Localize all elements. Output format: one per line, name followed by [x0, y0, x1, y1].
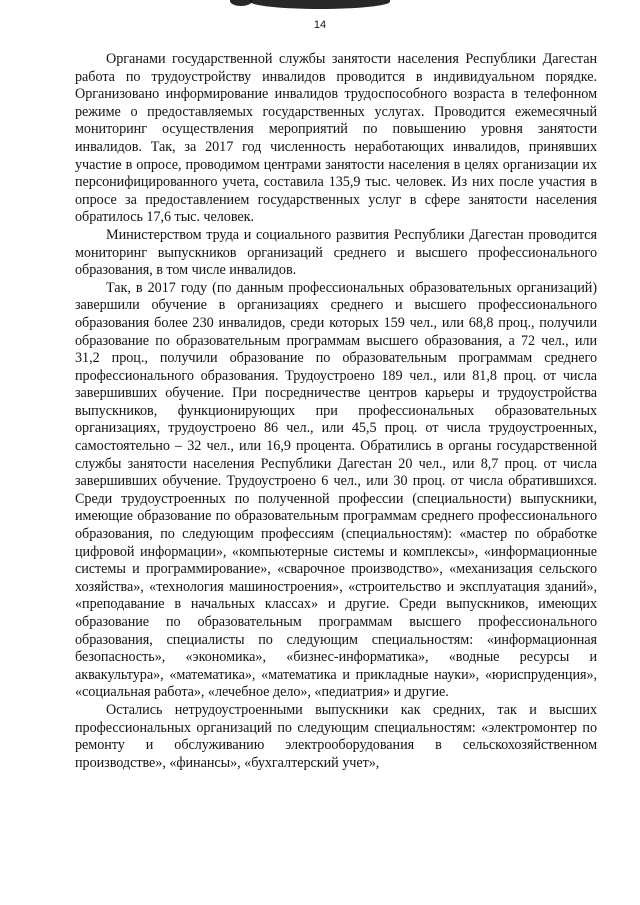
scan-artifact: [250, 0, 390, 9]
scan-artifact: [230, 0, 252, 6]
document-body: [75, 51, 597, 772]
paragraph: Министерством труда и социального развития Республики Дагестан проводится мониторинг выпускников организаций среднего и высшего профессионального образования, в том числе инвалидов.: [75, 226, 597, 279]
paragraph: Органами государственной службы занятости населения Республики Дагестан работа по трудоустройству инвалидов проводится в индивидуальном порядке. Организовано информирование инвалидов трудоспособного возраста в телефонном режиме о предоставляемых государственных услугах. Проводится ежемесячный мониторинг осуществления мероприятий по повышению уровня занятости инвалидов. Так, за 2017 год численность неработающих инвалидов, принявших участие в опросе, проводимом центрами занятости населения в целях организации их персонифицированного учета, составила 135,9 тыс. человек. Из них после участия в опросе за предоставлением государственных услуг в сфере занятости населения обратилось 17,6 тыс. человек.: [75, 51, 597, 226]
page-number: 14: [313, 19, 327, 31]
paragraph: Так, в 2017 году (по данным профессиональных образовательных организаций) завершили обучение в организациях среднего и высшего профессионального образования более 230 инвалидов, среди которых 159 чел., или 68,8 проц., получили образование по образовательным программам высшего образования, а 72 чел., или 31,2 проц., получили образование по образовательным программам среднего профессионального образования. Трудоустроено 189 чел., или 81,8 проц. от числа завершивших обучение. При посредничестве центров карьеры и трудоустройства выпускников, функционирующих при профессиональных образовательных организациях, трудоустроено 86 чел., или 45,5 проц. от числа трудоустроенных, самостоятельно – 32 чел., или 16,9 процента. Обратились в органы государственной службы занятости населения Республики Дагестан 20 чел., или 8,7 проц. от числа завершивших обучение. Трудоустроено 6 чел., или 30 проц. от числа обратившихся. Среди трудоустроенных по полученной профессии (специальности) выпускники, имеющие образование по образовательным программам среднего профессионального образования, по следующим профессиям (специальностям): «мастер по обработке цифровой информации», «компьютерные системы и комплексы», «информационные системы и программирование», «сварочное производство», «механизация сельского хозяйства», «технология машиностроения», «строительство и эксплуатация зданий», «преподавание в начальных классах» и другие. Среди выпускников, имеющих образование по образовательным программам высшего профессионального образования, специалисты по следующим специальностям: «информационная безопасность», «экономика», «бизнес-информатика», «водные ресурсы и аквакультура», «математика», «математика и прикладные науки», «юриспруденция», «социальная работа», «лечебное дело», «педиатрия» и другие.: [75, 279, 597, 701]
paragraph: Остались нетрудоустроенными выпускники как средних, так и высших профессиональных организаций по следующим специальностям: «электромонтер по ремонту и обслуживанию электрооборудования в сельскохозяйственном производстве», «финансы», «бухгалтерский учет»,: [75, 701, 597, 771]
